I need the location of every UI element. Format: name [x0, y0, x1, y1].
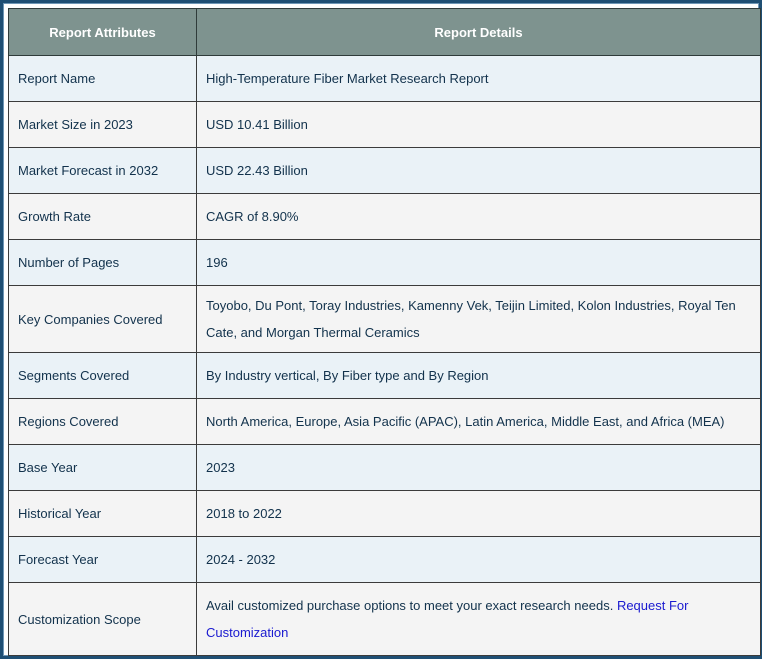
row-attribute: Base Year	[9, 445, 197, 491]
row-detail	[197, 583, 761, 656]
table-row	[9, 102, 761, 148]
row-attribute: Customization Scope	[9, 583, 197, 656]
table-row	[9, 445, 761, 491]
table-row	[9, 583, 761, 656]
row-detail: Toyobo, Du Pont, Toray Industries, Kamenny Vek, Teijin Limited, Kolon Industries, Royal Ten Cate, and Morgan Thermal Ceramics	[197, 286, 761, 353]
request-customization-link[interactable]: Request For Customization	[206, 598, 689, 640]
table-row	[9, 286, 761, 353]
row-attribute: Segments Covered	[9, 353, 197, 399]
row-detail: By Industry vertical, By Fiber type and By Region	[197, 353, 761, 399]
row-attribute: Report Name	[9, 56, 197, 102]
customization-text: Avail customized purchase options to meet your exact research needs.	[206, 598, 614, 613]
row-attribute: Number of Pages	[9, 240, 197, 286]
table-row	[9, 353, 761, 399]
row-detail: 196	[197, 240, 761, 286]
table-row	[9, 537, 761, 583]
row-attribute: Regions Covered	[9, 399, 197, 445]
row-attribute: Market Size in 2023	[9, 102, 197, 148]
table-row	[9, 56, 761, 102]
table-row	[9, 148, 761, 194]
table-row	[9, 194, 761, 240]
row-detail: USD 10.41 Billion	[197, 102, 761, 148]
row-detail: 2023	[197, 445, 761, 491]
report-attributes-table	[8, 8, 761, 656]
header-report-details: Report Details	[197, 9, 761, 56]
row-attribute: Market Forecast in 2032	[9, 148, 197, 194]
header-report-attributes: Report Attributes	[9, 9, 197, 56]
row-detail: High-Temperature Fiber Market Research Report	[197, 56, 761, 102]
row-detail: 2024 - 2032	[197, 537, 761, 583]
row-attribute: Key Companies Covered	[9, 286, 197, 353]
table-row	[9, 399, 761, 445]
row-detail: 2018 to 2022	[197, 491, 761, 537]
row-attribute: Historical Year	[9, 491, 197, 537]
table-header-row	[9, 9, 761, 56]
row-attribute: Growth Rate	[9, 194, 197, 240]
row-detail: CAGR of 8.90%	[197, 194, 761, 240]
row-attribute: Forecast Year	[9, 537, 197, 583]
row-detail: North America, Europe, Asia Pacific (APAC), Latin America, Middle East, and Africa (MEA)	[197, 399, 761, 445]
row-detail: USD 22.43 Billion	[197, 148, 761, 194]
table-row	[9, 240, 761, 286]
table-row	[9, 491, 761, 537]
